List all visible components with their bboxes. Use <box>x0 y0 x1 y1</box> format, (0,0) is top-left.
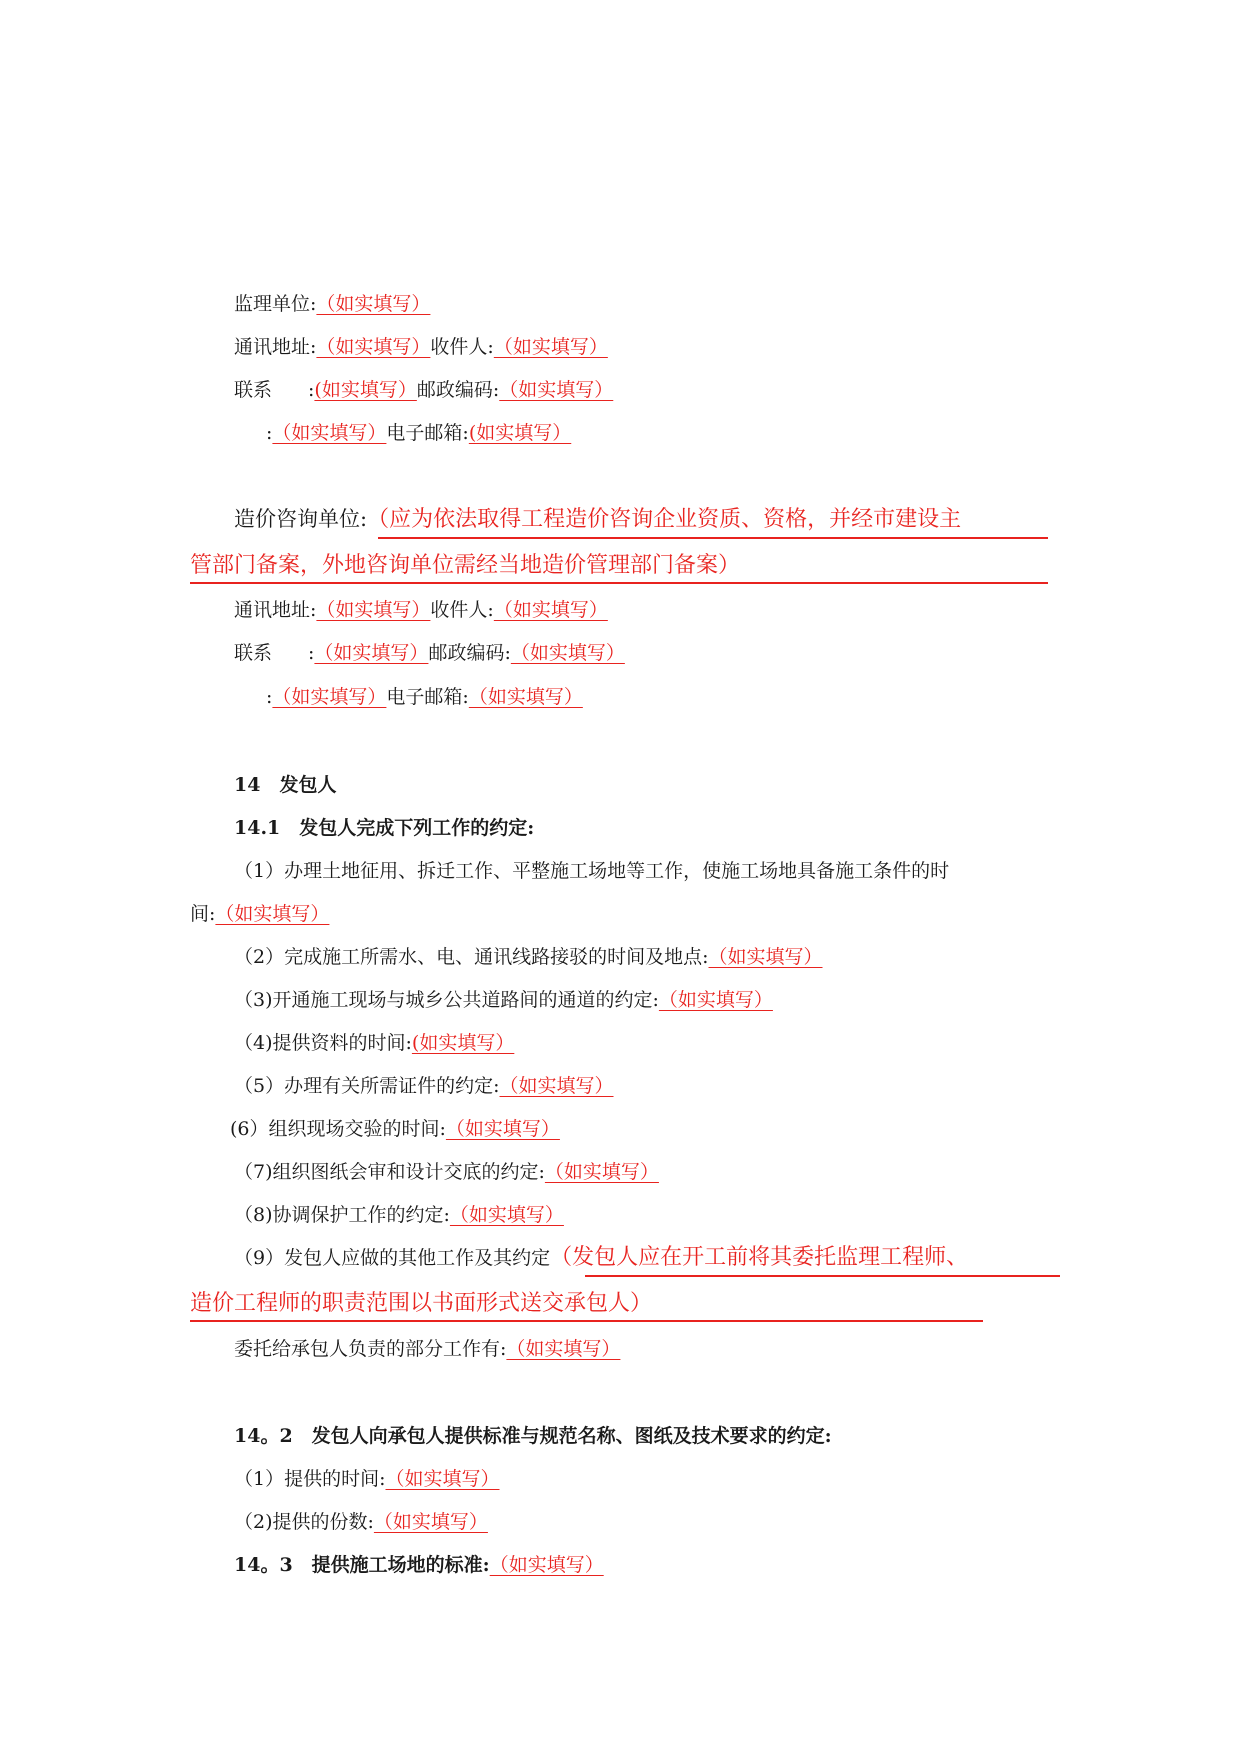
item-9-value-line2: 造价工程师的职责范围以书面形式送交承包人） <box>190 1291 653 1316</box>
entrusted-value: （如实填写） <box>506 1338 621 1360</box>
cost-unit-value-line2: 管部门备案，外地咨询单位需经当地造价管理部门备案） <box>190 553 741 578</box>
supervision-address-line <box>234 335 608 359</box>
supervision-phone-line <box>266 421 571 445</box>
item-9-underline-2 <box>190 1320 983 1322</box>
item-6-label: (6）组织现场交验的时间: <box>230 1118 446 1140</box>
sub2-item-1-value: （如实填写） <box>385 1468 500 1490</box>
supervision-phone-colon: : <box>266 422 273 444</box>
cost-unit-line-2 <box>190 552 740 580</box>
item-8-line <box>234 1203 564 1227</box>
section-14-2-heading: 14。2 发包人向承包人提供标准与规范名称、图纸及技术要求的约定: <box>234 1425 832 1447</box>
item-1-label: 间: <box>190 903 216 925</box>
item-1-line-2 <box>190 902 329 926</box>
cost-unit-value-line1: （应为依法取得工程造价咨询企业资质、资格，并经市建设主 <box>367 507 962 532</box>
cost-phone-colon: : <box>266 686 273 708</box>
entrusted-line <box>234 1337 620 1361</box>
item-4-line <box>234 1031 514 1055</box>
supervision-postcode-label: 邮政编码: <box>416 379 500 401</box>
sub2-item-1-line <box>234 1467 500 1491</box>
item-4-value: (如实填写） <box>411 1032 515 1054</box>
supervision-address-value: （如实填写） <box>316 336 431 358</box>
item-9-underline-1 <box>585 1275 1060 1277</box>
supervision-postcode-value: （如实填写） <box>499 379 614 401</box>
cost-contact-colon: : <box>308 642 315 664</box>
item-8-label: （8)协调保护工作的约定: <box>234 1204 450 1226</box>
item-9-label: （9）发包人应做的其他工作及其约定 <box>234 1247 551 1269</box>
item-5-label: （5）办理有关所需证件的约定: <box>234 1075 500 1097</box>
supervision-phone-value: （如实填写） <box>272 422 387 444</box>
cost-address-value: （如实填写） <box>316 599 431 621</box>
section-14-3-line <box>234 1553 604 1577</box>
cost-contact-value: （如实填写） <box>314 642 429 664</box>
cost-unit-underline-1 <box>378 537 1048 539</box>
supervision-recipient-label: 收件人: <box>430 336 494 358</box>
cost-unit-line <box>234 506 961 534</box>
item-2-label: （2）完成施工所需水、电、通讯线路接驳的时间及地点: <box>234 946 709 968</box>
cost-phone-line <box>266 685 583 709</box>
cost-contact-label: 联系 <box>234 642 273 664</box>
supervision-unit-value: （如实填写） <box>316 293 431 315</box>
item-2-value: （如实填写） <box>708 946 823 968</box>
cost-unit-label: 造价咨询单位: <box>234 507 368 531</box>
item-4-label: （4)提供资料的时间: <box>234 1032 412 1054</box>
item-3-value: （如实填写） <box>658 989 773 1011</box>
sub2-item-2-value: （如实填写） <box>373 1511 488 1533</box>
cost-phone-value: （如实填写） <box>272 686 387 708</box>
cost-recipient-value: （如实填写） <box>493 599 608 621</box>
item-3-line <box>234 988 773 1012</box>
entrusted-label: 委托给承包人负责的部分工作有: <box>234 1338 507 1360</box>
supervision-recipient-value: （如实填写） <box>493 336 608 358</box>
sub2-item-2-label: （2)提供的份数: <box>234 1511 374 1533</box>
cost-address-line <box>234 598 608 622</box>
supervision-unit-label: 监理单位: <box>234 293 317 315</box>
cost-postcode-value: （如实填写） <box>510 642 625 664</box>
item-3-label: （3)开通施工现场与城乡公共道路间的通道的约定: <box>234 989 659 1011</box>
item-1-value: （如实填写） <box>215 903 330 925</box>
supervision-contact-label: 联系 <box>234 379 273 401</box>
item-9-line-2 <box>190 1290 652 1318</box>
item-1-line-1: （1）办理土地征用、拆迁工作、平整施工场地等工作，使施工场地具备施工条件的时 <box>234 860 950 882</box>
cost-email-value: （如实填写） <box>468 686 583 708</box>
section-14-3-heading: 14。3 提供施工场地的标准: <box>234 1554 490 1576</box>
section-14-1-heading: 14.1 发包人完成下列工作的约定: <box>234 817 535 839</box>
supervision-email-label: 电子邮箱: <box>386 422 469 444</box>
item-7-line <box>234 1160 659 1184</box>
section-14-3-value: （如实填写） <box>489 1554 604 1576</box>
supervision-contact-line <box>234 378 613 402</box>
cost-postcode-label: 邮政编码: <box>428 642 511 664</box>
sub2-item-1-label: （1）提供的时间: <box>234 1468 386 1490</box>
item-7-label: （7)组织图纸会审和设计交底的约定: <box>234 1161 545 1183</box>
supervision-address-label: 通讯地址: <box>234 336 317 358</box>
item-8-value: （如实填写） <box>449 1204 564 1226</box>
item-2-line <box>234 945 823 969</box>
item-9-line <box>234 1244 968 1272</box>
item-9-value-line1: （发包人应在开工前将其委托监理工程师、 <box>550 1245 969 1270</box>
sub2-item-2-line <box>234 1510 488 1534</box>
section-14-heading: 14 发包人 <box>234 774 337 796</box>
item-6-line <box>230 1117 560 1141</box>
supervision-contact-value: (如实填写） <box>314 379 417 401</box>
item-7-value: （如实填写） <box>544 1161 659 1183</box>
cost-recipient-label: 收件人: <box>430 599 494 621</box>
supervision-email-value: (如实填写） <box>468 422 572 444</box>
cost-address-label: 通讯地址: <box>234 599 317 621</box>
cost-contact-line <box>234 641 625 665</box>
item-5-value: （如实填写） <box>499 1075 614 1097</box>
supervision-unit-line <box>234 292 430 316</box>
item-6-value: （如实填写） <box>445 1118 560 1140</box>
cost-email-label: 电子邮箱: <box>386 686 469 708</box>
cost-unit-underline-2 <box>190 582 1048 584</box>
supervision-contact-colon: : <box>308 379 315 401</box>
item-5-line <box>234 1074 614 1098</box>
